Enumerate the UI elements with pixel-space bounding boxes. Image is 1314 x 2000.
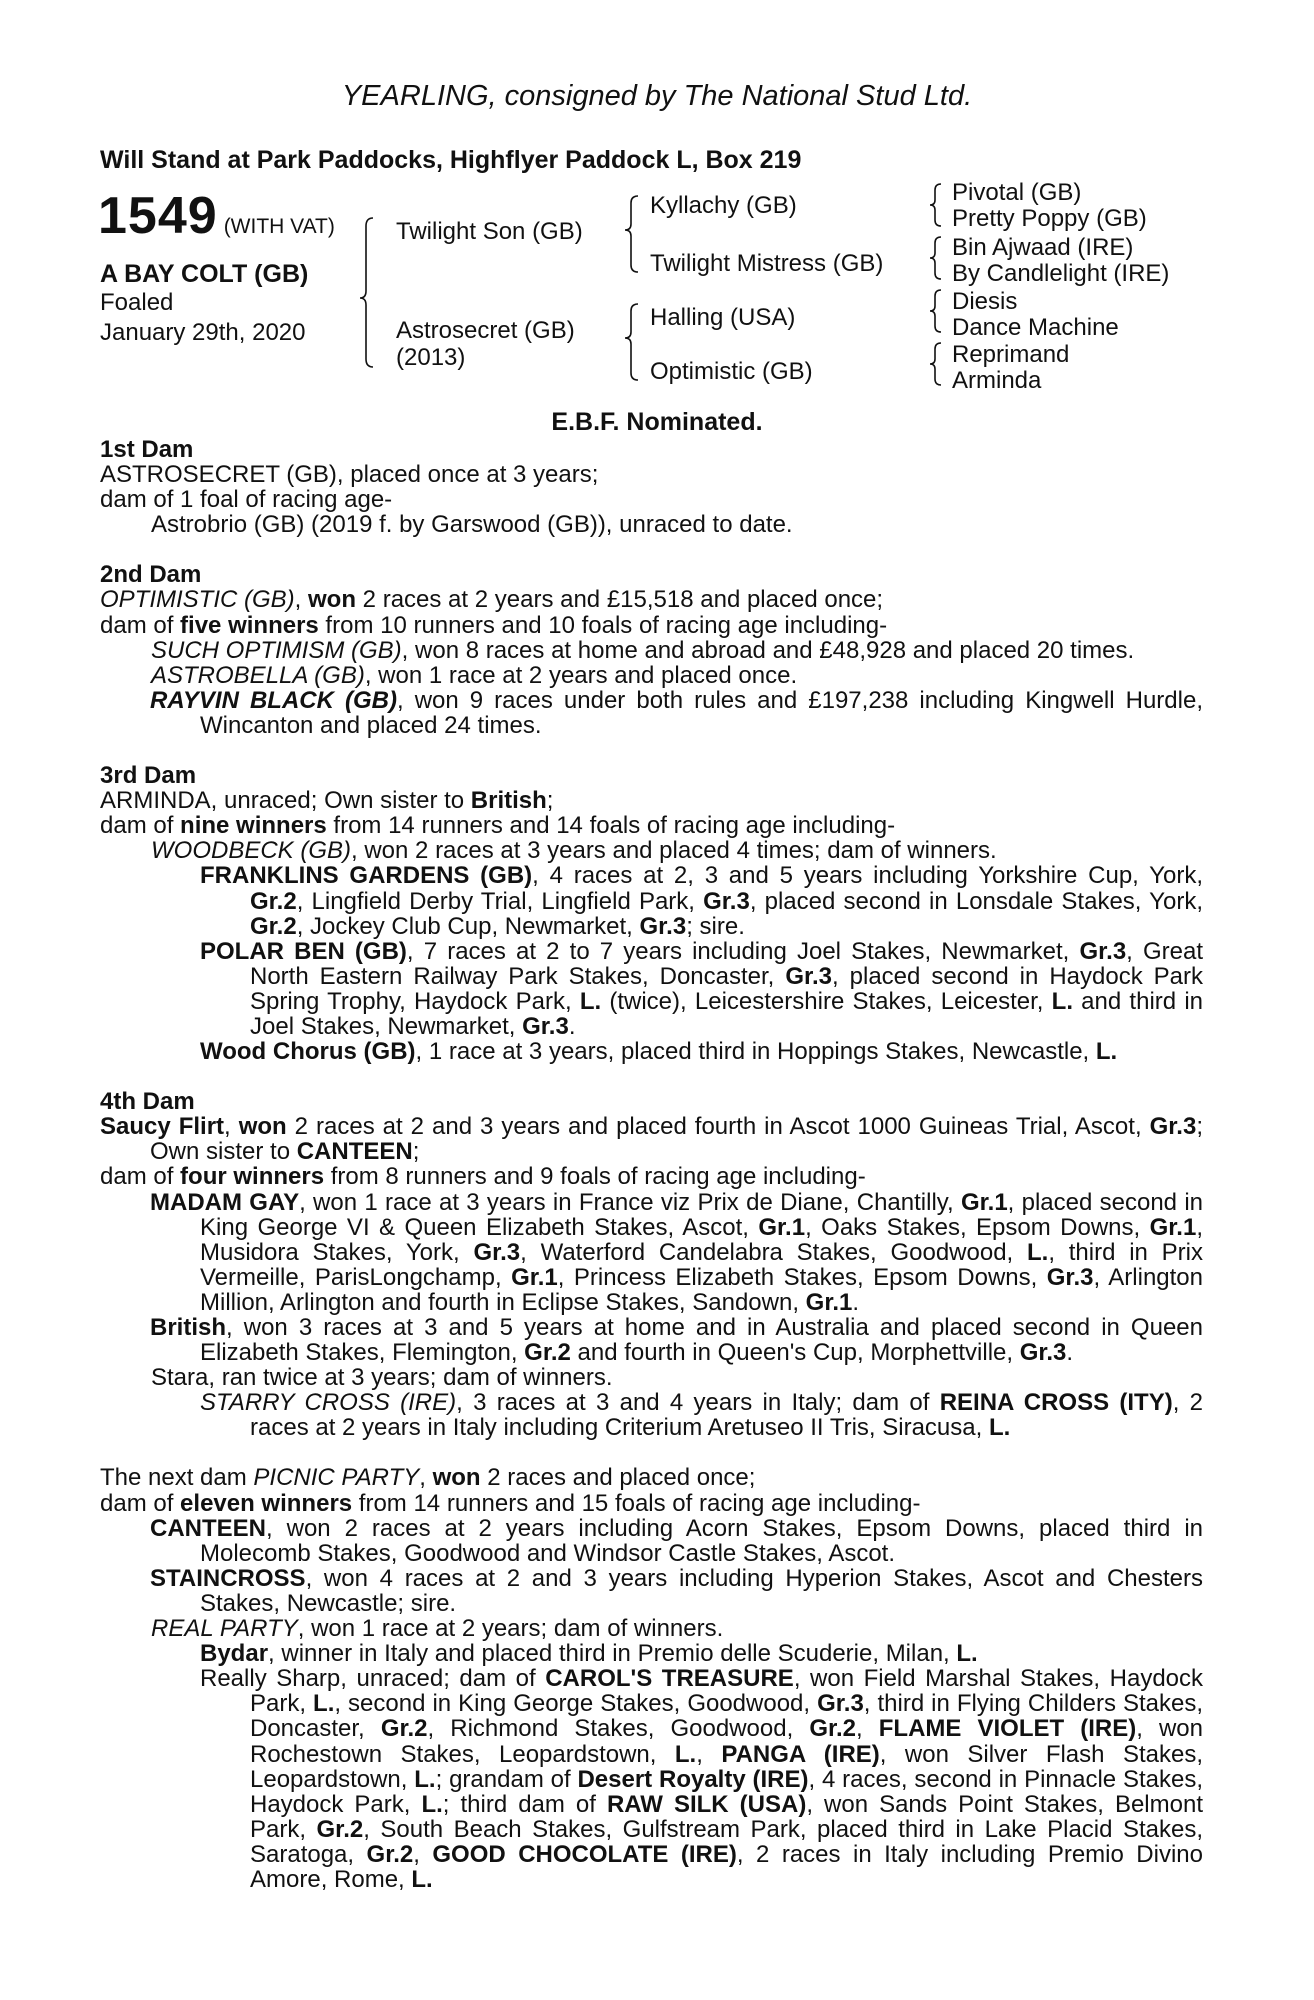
- horse-name: Saucy Flirt: [100, 1113, 225, 1141]
- horse-name: REAL PARTY: [151, 1615, 298, 1643]
- text: , 4 races at 2, 3 and 5 years including Yorkshire Cup, York,: [532, 862, 1203, 890]
- text: ARMINDA, unraced; Own sister to: [100, 787, 471, 815]
- grade: Gr.2: [380, 1715, 428, 1743]
- grade: Gr.1: [758, 1213, 806, 1241]
- text: ; grandam of: [435, 1765, 578, 1793]
- produce-entry: [100, 1039, 1203, 1064]
- text: and fourth in Queen's Cup, Morphettville,: [570, 1339, 1020, 1367]
- horse-name: CAROL'S TREASURE: [545, 1665, 794, 1693]
- horse-name: FRANKLINS GARDENS (GB): [200, 862, 533, 890]
- produce-entry: [100, 1516, 1203, 1566]
- ped-g1: Pivotal (GB): [952, 179, 1082, 206]
- text: 2 races at 2 and 3 years and placed fourth in Ascot 1000 Guineas Trial, Ascot,: [286, 1113, 1150, 1141]
- text: , won 3 races at 3 and 5 years at home and in Australia and placed second in Queen Elizabeth Stakes, Flemington,: [200, 1314, 1203, 1367]
- horse-name: WOODBECK (GB): [151, 837, 352, 865]
- ped-g2: Pretty Poppy (GB): [952, 205, 1147, 232]
- race-record: 2 races at 2 years and £15,518 and placed once;: [356, 586, 884, 614]
- third-dam-line: [100, 788, 1203, 813]
- first-dam-line: ASTROSECRET (GB), placed once at 3 years;: [100, 461, 599, 489]
- fourth-dam-line: Saucy Flirt, won 2 races at 2 and 3 years and placed fourth in Ascot 1000 Guineas Trial, Ascot, Gr.3; Own sister to CANTEEN;: [100, 1113, 1203, 1166]
- grade: Gr.2: [809, 1715, 857, 1743]
- text: , Musidora Stakes, York,: [200, 1213, 1203, 1266]
- grade: L.: [1027, 1238, 1049, 1266]
- text: ,: [413, 1840, 433, 1868]
- text: ; Own sister to: [150, 1113, 1203, 1166]
- horse-name: ASTROBELLA (GB): [151, 661, 365, 689]
- horse-name: Bydar: [200, 1640, 269, 1668]
- lot-number: 1549: [98, 187, 218, 245]
- horse-name: RAW SILK (USA): [606, 1790, 807, 1818]
- produce-entry: [100, 1666, 1203, 1892]
- text: , won 4 races at 2 and 3 years including Hyperion Stakes, Ascot and Chesters Stakes, Newcastle; sire.: [200, 1564, 1203, 1617]
- text: .: [1066, 1339, 1074, 1367]
- ebf-note: E.B.F. Nominated.: [551, 408, 763, 436]
- text: , Jockey Club Cup, Newmarket,: [296, 912, 640, 940]
- horse-name: SUCH OPTIMISM (GB): [151, 636, 402, 664]
- text: , Great North Eastern Railway Park Stakes, Doncaster,: [250, 937, 1203, 990]
- grade: L.: [411, 1865, 433, 1893]
- grade: Gr.3: [785, 962, 833, 990]
- produce-entry: [100, 1190, 1203, 1315]
- grade: L.: [421, 1790, 443, 1818]
- grade: L.: [674, 1740, 697, 1768]
- produce-entry: [100, 663, 1203, 688]
- brace-dam: [625, 304, 638, 380]
- text: dam of: [100, 812, 181, 840]
- horse-name: CANTEEN: [150, 1514, 267, 1542]
- ped-sire-dam: Twilight Mistress (GB): [650, 250, 884, 277]
- text: dam of: [100, 611, 181, 639]
- grade: Gr.3: [1046, 1263, 1094, 1291]
- text: ; third dam of: [442, 1790, 607, 1818]
- race-record: , won 9 races under both rules and £197,238 including Kingwell Hurdle, Wincanton and placed 24 times.: [200, 686, 1203, 739]
- first-dam-heading: 1st Dam: [100, 436, 194, 463]
- text: The next dam: [100, 1464, 254, 1492]
- ped-dam-dam: Optimistic (GB): [650, 358, 813, 385]
- text: ,: [856, 1715, 879, 1743]
- text: , won Field Marshal Stakes, Haydock Park,: [250, 1665, 1204, 1718]
- grade: L.: [1051, 987, 1073, 1015]
- text: 2 races and placed once;: [480, 1464, 756, 1492]
- text: dam of: [100, 1489, 181, 1517]
- text: , Waterford Candelabra Stakes, Goodwood,: [520, 1238, 1027, 1266]
- grade: Gr.3: [639, 912, 687, 940]
- grade: L.: [414, 1765, 436, 1793]
- text: , 4 races, second in Pinnacle Stakes, Haydock Park,: [250, 1765, 1203, 1818]
- text: , Princess Elizabeth Stakes, Epsom Downs,: [557, 1263, 1047, 1291]
- produce-entry: [100, 638, 1203, 663]
- foaled-label: Foaled: [100, 289, 174, 316]
- grade: Gr.3: [817, 1690, 864, 1718]
- grade: L.: [956, 1640, 978, 1668]
- text: , Lingfield Derby Trial, Lingfield Park,: [296, 887, 704, 915]
- won-label: won: [238, 1113, 287, 1141]
- grade: Gr.2: [250, 887, 297, 915]
- second-dam-winners: [100, 613, 1203, 638]
- winners-count: five winners: [180, 611, 319, 639]
- text: .: [852, 1288, 860, 1316]
- winners-count: four winners: [180, 1163, 325, 1191]
- text: , won 2 races at 2 years including Acorn Stakes, Epsom Downs, placed third in Molecomb Stakes, Goodwood and Windsor Castle Stakes, Ascot.: [200, 1514, 1203, 1567]
- produce-entry: Stara, ran twice at 3 years; dam of winners.: [151, 1364, 613, 1392]
- ped-g5: Diesis: [952, 288, 1018, 315]
- text: from 14 runners and 15 foals of racing age including-: [352, 1489, 921, 1517]
- brace-g12: [930, 184, 941, 226]
- grade: Gr.1: [511, 1263, 558, 1291]
- second-dam-line: OPTIMISTIC (GB), won 2 races at 2 years and £15,518 and placed once;: [100, 586, 884, 614]
- text: from 8 runners and 9 foals of racing age including-: [324, 1163, 866, 1191]
- horse-name: Wood Chorus (GB): [200, 1038, 416, 1066]
- text: , winner in Italy and placed third in Premio delle Scuderie, Milan,: [268, 1640, 957, 1668]
- text: ,: [419, 1464, 433, 1492]
- race-record: , won 8 races at home and abroad and £48,928 and placed 20 times.: [401, 636, 1135, 664]
- horse-name: MADAM GAY: [150, 1188, 300, 1216]
- brace-g56: [930, 290, 941, 332]
- text: , Arlington Million, Arlington and fourth in Eclipse Stakes, Sandown,: [200, 1263, 1203, 1316]
- text: ,: [696, 1740, 722, 1768]
- grade: Gr.3: [473, 1238, 521, 1266]
- grade: L.: [988, 1414, 1011, 1442]
- vat-note: (WITH VAT): [223, 215, 335, 238]
- next-dam-line: [100, 1465, 1203, 1490]
- horse-name: Desert Royalty (IRE): [577, 1765, 809, 1793]
- ped-g3: Bin Ajwaad (IRE): [952, 234, 1134, 261]
- produce-entry: [100, 1315, 1203, 1365]
- text: , second in King George Stakes, Goodwood,: [334, 1690, 818, 1718]
- ped-g8: Arminda: [952, 367, 1042, 394]
- horse-name: British: [150, 1314, 227, 1341]
- text: , 7 races at 2 to 7 years including Joel Stakes, Newmarket,: [406, 937, 1080, 965]
- text: , won 1 race at 3 years in France viz Prix de Diane, Chantilly,: [299, 1188, 961, 1216]
- grade: Gr.3: [703, 887, 750, 915]
- winners-count: eleven winners: [180, 1489, 353, 1517]
- grade: Gr.2: [316, 1815, 364, 1843]
- next-dam-winners: [100, 1491, 1203, 1516]
- ped-dam-year: (2013): [396, 344, 466, 371]
- ped-dam: Astrosecret (GB): [396, 317, 575, 344]
- winners-count: nine winners: [180, 812, 327, 840]
- text: , 2 races at 2 years in Italy including Criterium Aretuseo II Tris, Siracusa,: [250, 1389, 1203, 1442]
- text: , South Beach Stakes, Gulfstream Park, placed third in Lake Placid Stakes, Saratoga,: [250, 1815, 1203, 1868]
- grade: Gr.2: [250, 912, 297, 940]
- grade: L.: [579, 987, 602, 1015]
- produce-entry: [100, 1566, 1203, 1616]
- text: and third in Joel Stakes, Newmarket,: [250, 987, 1203, 1040]
- race-record: , won 2 races at 3 years and placed 4 times; dam of winners.: [351, 837, 997, 865]
- produce-entry: [100, 838, 1203, 863]
- text: , 1 race at 3 years, placed third in Hoppings Stakes, Newcastle,: [415, 1038, 1096, 1066]
- produce-entry: [100, 1390, 1203, 1440]
- text: dam of: [100, 1163, 181, 1191]
- text: , placed second in King George VI & Queen Elizabeth Stakes, Ascot,: [200, 1188, 1204, 1241]
- grade: Gr.2: [366, 1840, 414, 1868]
- text: , 3 races at 3 and 4 years in Italy; dam of: [456, 1389, 940, 1417]
- text: ; sire.: [686, 912, 745, 940]
- horse-name: REINA CROSS (ITY): [939, 1389, 1173, 1417]
- horse-name: FLAME VIOLET (IRE): [878, 1715, 1137, 1743]
- third-dam-heading: 3rd Dam: [100, 762, 197, 790]
- text: Really Sharp, unraced; dam of: [200, 1665, 546, 1693]
- stand-location: Will Stand at Park Paddocks, Highflyer Paddock L, Box 219: [100, 146, 802, 174]
- grade: Gr.3: [1149, 1113, 1197, 1141]
- text: , third in Flying Childers Stakes, Doncaster,: [250, 1690, 1203, 1743]
- grade: L.: [1095, 1038, 1118, 1066]
- produce-entry: [100, 939, 1203, 1039]
- third-dam-winners: [100, 813, 1203, 838]
- text: , placed second in Haydock Park Spring Trophy, Haydock Park,: [250, 962, 1204, 1015]
- ped-sire: Twilight Son (GB): [396, 218, 583, 245]
- grade: L.: [313, 1690, 335, 1718]
- text: , won 1 race at 2 years; dam of winners.: [297, 1615, 724, 1643]
- text: , won Silver Flash Stakes, Leopardstown,: [250, 1740, 1203, 1793]
- page-title: YEARLING, consigned by The National Stud Ltd.: [341, 80, 973, 112]
- text: ;: [412, 1138, 420, 1166]
- fourth-dam-winners: [100, 1164, 1203, 1189]
- text: ;: [546, 787, 554, 815]
- produce-entry: [100, 688, 1203, 738]
- text: , won Rochestown Stakes, Leopardstown,: [250, 1715, 1204, 1768]
- dam-name: OPTIMISTIC (GB): [100, 586, 295, 614]
- fourth-dam-heading: 4th Dam: [100, 1088, 195, 1116]
- horse-name: STAINCROSS: [150, 1564, 306, 1592]
- horse-name: POLAR BEN (GB): [200, 937, 407, 965]
- produce-entry: [100, 863, 1203, 938]
- ped-g6: Dance Machine: [952, 314, 1119, 341]
- grade: Gr.1: [1149, 1213, 1197, 1241]
- second-dam-heading: 2nd Dam: [100, 561, 202, 589]
- grade: Gr.3: [522, 1012, 569, 1040]
- horse-description: A BAY COLT (GB): [100, 260, 309, 288]
- grade: Gr.2: [524, 1339, 571, 1367]
- foaled-date: January 29th, 2020: [100, 319, 306, 346]
- produce-entry: [100, 1616, 1203, 1641]
- text: from 14 runners and 14 foals of racing age including-: [326, 812, 896, 840]
- text: , placed second in Lonsdale Stakes, York,: [749, 887, 1203, 915]
- text: , 2 races in Italy including Premio Divino Amore, Rome,: [250, 1840, 1203, 1893]
- text: (twice), Leicestershire Stakes, Leicester,: [601, 987, 1052, 1015]
- text: , Richmond Stakes, Goodwood,: [427, 1715, 810, 1743]
- horse-name: PANGA (IRE): [721, 1740, 880, 1768]
- grade: Gr.1: [805, 1288, 853, 1316]
- text: from 10 runners and 10 foals of racing age including-: [318, 611, 888, 639]
- first-dam-produce: Astrobrio (GB) (2019 f. by Garswood (GB)), unraced to date.: [151, 511, 793, 539]
- text: , won Sands Point Stakes, Belmont Park,: [250, 1790, 1203, 1843]
- horse-name: PICNIC PARTY: [253, 1464, 420, 1492]
- brace-g78: [930, 343, 941, 385]
- horse-name: GOOD CHOCOLATE (IRE): [432, 1840, 737, 1868]
- text: , third in Prix Vermeille, ParisLongchamp,: [200, 1238, 1203, 1291]
- brace-sire-dam: [360, 218, 373, 367]
- brace-sire: [625, 196, 638, 272]
- ped-dam-sire: Halling (USA): [650, 304, 796, 331]
- won-label: won: [432, 1464, 481, 1492]
- grade: Gr.1: [960, 1188, 1008, 1216]
- ped-g7: Reprimand: [952, 341, 1070, 368]
- horse-name: STARRY CROSS (IRE): [200, 1389, 457, 1417]
- horse-name: CANTEEN: [296, 1138, 413, 1166]
- grade: Gr.3: [1019, 1339, 1067, 1367]
- first-dam-foals: dam of 1 foal of racing age-: [100, 486, 393, 514]
- text: , Oaks Stakes, Epsom Downs,: [805, 1213, 1150, 1241]
- brace-g34: [930, 237, 941, 279]
- horse-name: RAYVIN BLACK (GB): [150, 686, 397, 714]
- produce-entry: [100, 1641, 1203, 1666]
- produce-record: [100, 437, 1203, 1892]
- ped-g4: By Candlelight (IRE): [952, 260, 1170, 287]
- horse-name: British: [470, 787, 547, 815]
- text: .: [568, 1012, 576, 1040]
- ped-sire-sire: Kyllachy (GB): [650, 192, 797, 219]
- race-record: , won 1 race at 2 years and placed once.: [364, 661, 798, 689]
- won-label: won: [308, 586, 357, 614]
- grade: Gr.3: [1079, 937, 1127, 965]
